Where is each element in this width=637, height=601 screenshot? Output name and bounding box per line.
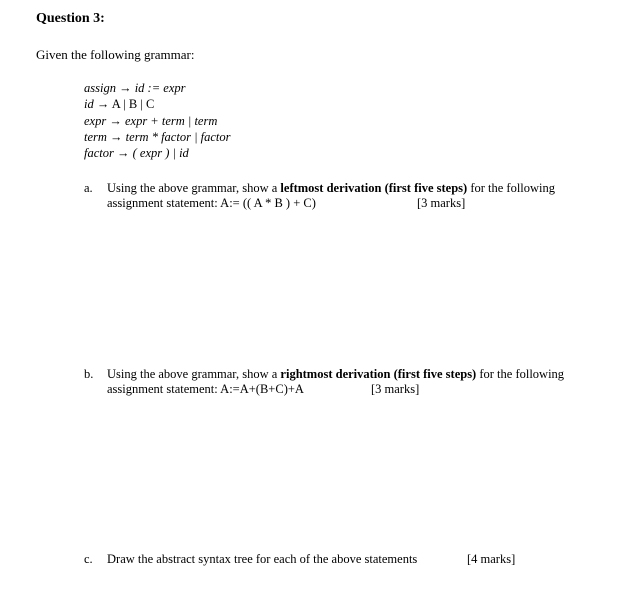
rule-rhs: term * factor | factor (125, 130, 231, 144)
arrow-icon: → (119, 81, 132, 95)
part-c-text: Draw the abstract syntax tree for each of the above statements (107, 552, 418, 566)
arrow-icon: → (96, 97, 110, 111)
grammar-rule (84, 146, 189, 161)
part-a-line1-pre: Using the above grammar, show a (107, 181, 281, 195)
part-b-line1-pre: Using the above grammar, show a (107, 367, 281, 381)
arrow-icon: → (109, 114, 122, 128)
rule-rhs: ( expr ) | id (132, 146, 189, 160)
rule-lhs: assign (84, 81, 116, 95)
part-b-marks: [3 marks] (371, 382, 420, 396)
part-c-marks: [4 marks] (467, 552, 516, 566)
part-b-marker: b. (84, 367, 94, 381)
grammar-rule (84, 81, 185, 96)
rule-rhs: id := expr (134, 81, 186, 95)
rule-lhs: id (84, 97, 94, 111)
arrow-icon: → (110, 130, 123, 144)
rule-lhs: factor (84, 146, 114, 160)
part-c-marker: c. (84, 552, 93, 566)
rule-lhs: expr (84, 114, 107, 128)
rule-rhs: expr + term | term (124, 114, 218, 128)
part-b-line1 (107, 367, 564, 382)
part-b-line2: assignment statement: A:=A+(B+C)+A (107, 382, 304, 396)
grammar-rule (84, 97, 154, 112)
arrow-icon: → (116, 146, 130, 160)
rule-lhs: term (84, 130, 107, 144)
question-title: Question 3: (36, 11, 105, 26)
part-a-line1 (107, 181, 555, 196)
grammar-rule (84, 114, 217, 129)
part-a-line1-post: for the following (467, 181, 556, 195)
part-a-bold: leftmost derivation (first five steps) (280, 181, 468, 195)
grammar-rule (84, 130, 231, 145)
rule-rhs: A | B | C (111, 97, 155, 111)
part-b-bold: rightmost derivation (first five steps) (280, 367, 477, 381)
intro-text: Given the following grammar: (36, 47, 195, 62)
part-a-marks: [3 marks] (417, 196, 466, 210)
part-a-line2: assignment statement: A:= (( A * B ) + C) (107, 196, 316, 210)
part-b-line1-post: for the following (476, 367, 565, 381)
part-a-marker: a. (84, 181, 93, 195)
